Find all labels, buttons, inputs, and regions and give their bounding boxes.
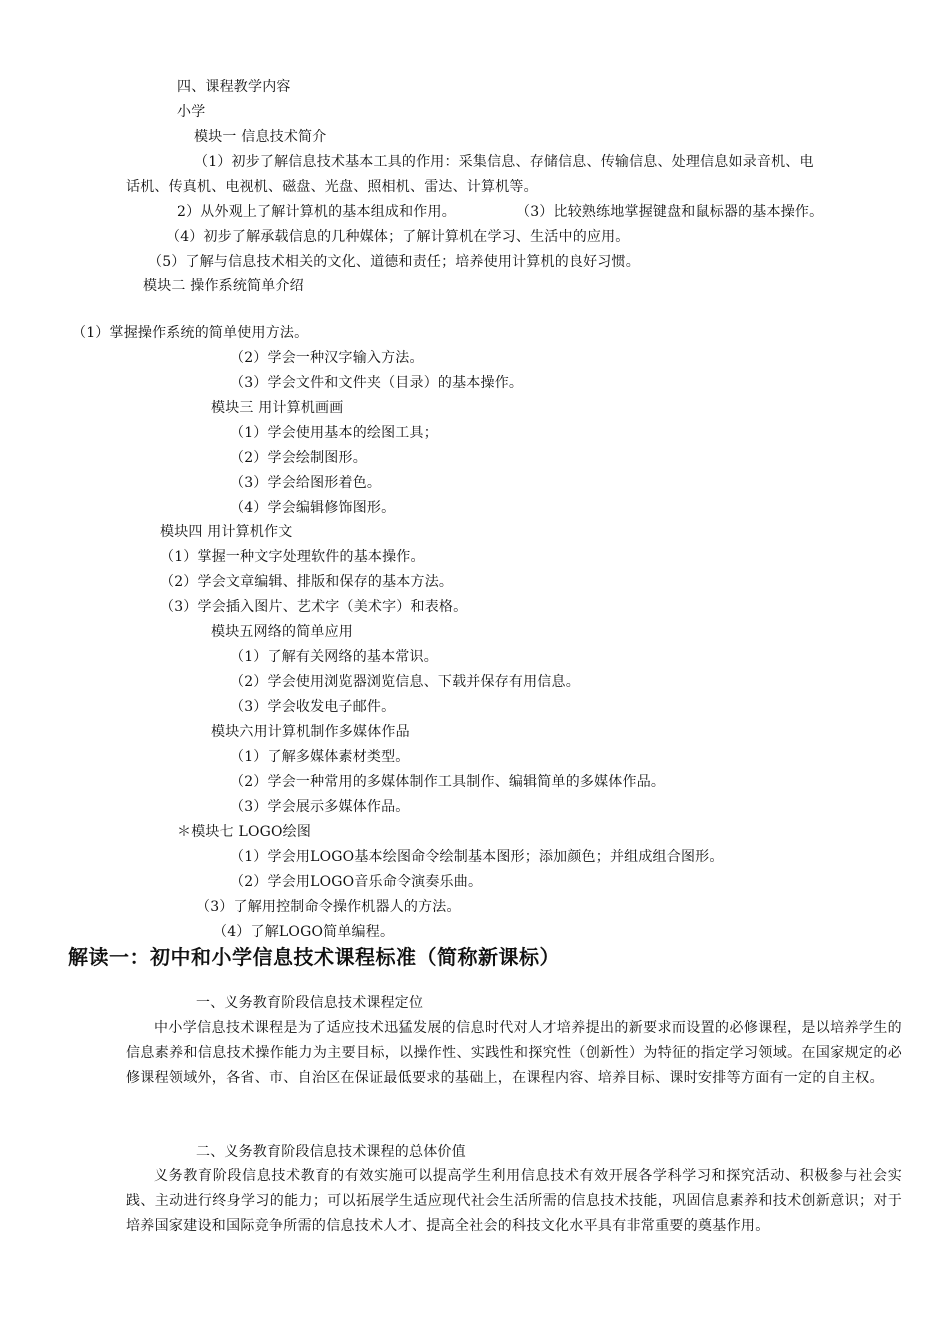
module-5-item: （3）学会收发电子邮件。: [230, 699, 396, 715]
module-4-item: （1）掌握一种文字处理软件的基本操作。: [160, 549, 425, 565]
interpretation-title: 解读一：初中和小学信息技术课程标准（简称新课标）: [68, 945, 560, 969]
module-5-item: （2）学会使用浏览器浏览信息、下载并保存有用信息。: [230, 674, 580, 690]
module-1-title: 模块一 信息技术简介: [194, 129, 327, 145]
module-2-item: （2）学会一种汉字输入方法。: [230, 350, 424, 366]
module-2-item: （3）学会文件和文件夹（目录）的基本操作。: [230, 375, 524, 391]
module-1-item: 2）从外观上了解计算机的基本组成和作用。: [177, 204, 456, 220]
module-3-item: （2）学会绘制图形。: [230, 450, 367, 466]
module-1-item: （5）了解与信息技术相关的文化、道德和责任；培养使用计算机的良好习惯。: [148, 254, 640, 270]
module-1-item: （3）比较熟练地掌握键盘和鼠标器的基本操作。: [516, 204, 824, 220]
module-4-item: （2）学会文章编辑、排版和保存的基本方法。: [160, 574, 454, 590]
module-7-item: （1）学会用LOGO基本绘图命令绘制基本图形；添加颜色；并组成组合图形。: [230, 849, 724, 865]
module-3-item: （3）学会给图形着色。: [230, 475, 382, 491]
module-2-title: 模块二 操作系统简单介绍: [143, 278, 304, 294]
module-2-item: （1）掌握操作系统的简单使用方法。: [72, 325, 309, 341]
module-5-title: 模块五网络的简单应用: [211, 624, 353, 640]
subsection-body-2: 义务教育阶段信息技术教育的有效实施可以提高学生利用信息技术有效开展各学科学习和探究活动、积极参与社会实践、主动进行终身学习的能力；可以拓展学生适应现代社会生活所需的信息技术技能，巩固信息素养和技术创新意识；对于培养国家建设和国际竞争所需的信息技术人才、提高全社会的科技文化水平具有非常重要的奠基作用。: [126, 1168, 902, 1234]
module-7-item: （4）了解LOGO简单编程。: [213, 924, 395, 940]
module-1-item-cont: 话机、传真机、电视机、磁盘、光盘、照相机、雷达、计算机等。: [126, 179, 538, 195]
subsection-heading-2: 二、义务教育阶段信息技术课程的总体价值: [196, 1144, 466, 1160]
module-6-item: （2）学会一种常用的多媒体制作工具制作、编辑简单的多媒体作品。: [230, 774, 666, 790]
level-label: 小学: [177, 104, 206, 120]
module-5-item: （1）了解有关网络的基本常识。: [230, 649, 438, 665]
module-3-item: （1）学会使用基本的绘图工具；: [230, 425, 438, 441]
module-6-item: （3）学会展示多媒体作品。: [230, 799, 410, 815]
module-6-title: 模块六用计算机制作多媒体作品: [211, 724, 410, 740]
module-1-item: （4）初步了解承载信息的几种媒体；了解计算机在学习、生活中的应用。: [166, 229, 630, 245]
section-heading: 四、课程教学内容: [177, 79, 291, 95]
module-3-item: （4）学会编辑修饰图形。: [230, 500, 396, 516]
module-6-item: （1）了解多媒体素材类型。: [230, 749, 410, 765]
module-7-item: （3）了解用控制命令操作机器人的方法。: [196, 899, 461, 915]
module-3-title: 模块三 用计算机画画: [211, 400, 344, 416]
module-7-title: ＊模块七 LOGO绘图: [177, 824, 312, 840]
module-4-title: 模块四 用计算机作文: [160, 524, 293, 540]
subsection-heading-1: 一、义务教育阶段信息技术课程定位: [196, 995, 424, 1011]
subsection-body-1: 中小学信息技术课程是为了适应技术迅猛发展的信息时代对人才培养提出的新要求而设置的必修课程，是以培养学生的信息素养和信息技术操作能力为主要目标，以操作性、实践性和探究性（创新性）为特征的指定学习领域。在国家规定的必修课程领域外，各省、市、自治区在保证最低要求的基础上，在课程内容、培养目标、课时安排等方面有一定的自主权。: [126, 1020, 902, 1086]
module-7-item: （2）学会用LOGO音乐命令演奏乐曲。: [230, 874, 483, 890]
module-4-item: （3）学会插入图片、艺术字（美术字）和表格。: [160, 599, 468, 615]
module-1-item: （1）初步了解信息技术基本工具的作用：采集信息、存储信息、传输信息、处理信息如录音机、电: [194, 154, 814, 170]
